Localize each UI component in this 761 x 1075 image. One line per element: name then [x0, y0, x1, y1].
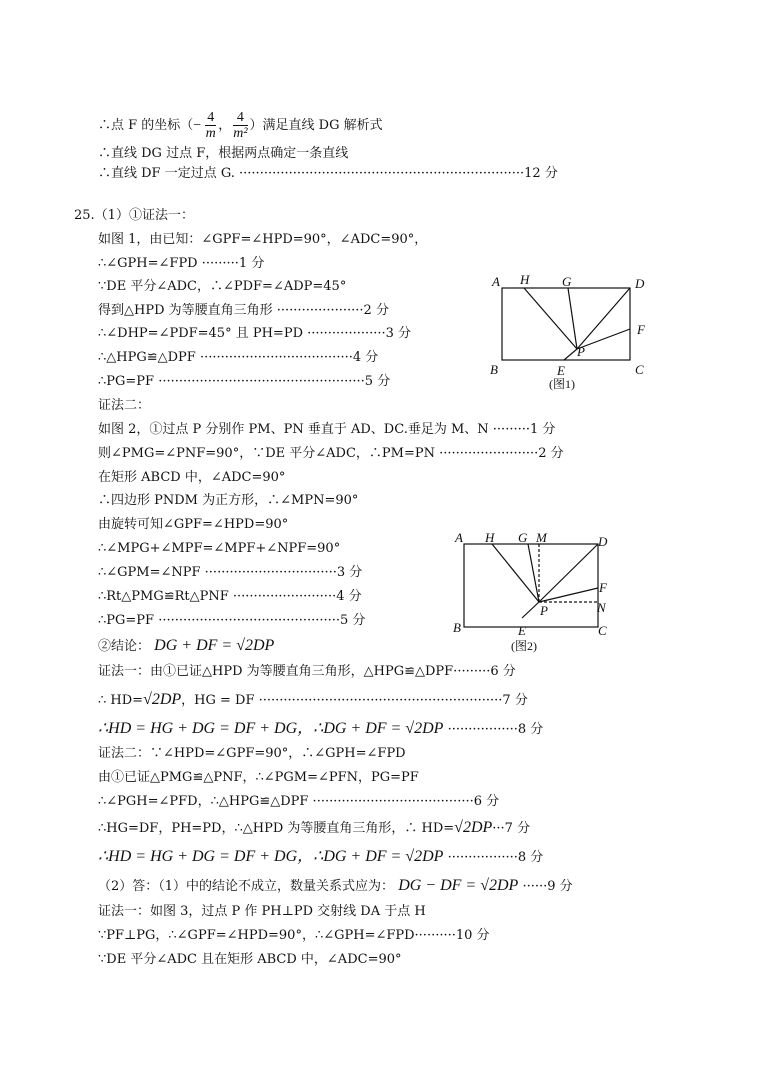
- text: ···7 分: [492, 821, 531, 836]
- line-32: 证法一：如图 3，过点 P 作 PH⊥PD 交射线 DA 于点 H: [98, 904, 426, 919]
- line-12: 证法二：: [98, 398, 151, 413]
- line-13: 如图 2，①过点 P 分别作 PM、PN 垂直于 AD、DC.垂足为 M、N ·········1 分: [98, 422, 556, 437]
- segment-dp: [539, 544, 598, 602]
- segment-gp: [528, 544, 539, 602]
- line-27: 由①已证△PMG≌△PNF，∴∠PGM=∠PFN，PG=PF: [98, 770, 419, 785]
- segment-fp: [539, 588, 598, 602]
- line-25: [98, 720, 543, 739]
- formula: √2DP: [143, 691, 182, 708]
- label-b: B: [490, 362, 498, 377]
- line-29: [98, 819, 530, 838]
- figure-1: [485, 268, 655, 396]
- line-18: ∴∠MPG+∠MPF=∠MPF+∠NPF=90°: [98, 541, 341, 556]
- label-d: D: [635, 276, 645, 291]
- line-7: ∵DE 平分∠ADC，∴∠PDF=∠ADP=45°: [98, 279, 347, 294]
- formula: ∴HD = HG + DG = DF + DG，∴DG + DF = √2DP: [98, 720, 444, 737]
- line-9: ∴∠DHP=∠PDF=45° 且 PH=PD ···················3 分: [98, 326, 412, 341]
- line-14: 则∠PMG=∠PNF=90°，∵DE 平分∠ADC，∴PM=PN ························2 分: [98, 446, 564, 461]
- figure-1-caption: (图1): [549, 377, 575, 391]
- label-p: P: [540, 603, 548, 618]
- line-6: ∴∠GPH=∠FPD ·········1 分: [98, 256, 265, 271]
- rectangle-abcd: [502, 288, 630, 360]
- text: ∴HG=DF，PH=PD，∴△HPD 为等腰直角三角形，∴ HD=: [98, 821, 455, 836]
- line-22: [98, 637, 274, 656]
- label-e: E: [518, 623, 526, 638]
- line-8: 得到△HPD 为等腰直角三角形 ·····················2 分: [98, 303, 389, 318]
- figure-2: [448, 527, 623, 657]
- label-h: H: [485, 530, 495, 545]
- label-a: A: [455, 530, 463, 545]
- fraction: $\frac{4}{m}$: [205, 110, 216, 141]
- label-g: G: [562, 274, 572, 289]
- line-5: 如图 1，由已知：∠GPF=∠HPD=90°，∠ADC=90°，: [98, 232, 428, 247]
- label-c: C: [598, 623, 607, 638]
- line-4: 25.（1）①证法一：: [74, 208, 194, 223]
- figure-2-caption: (图2): [511, 639, 537, 653]
- line-19: ∴∠GPM=∠NPF ································3 分: [98, 565, 363, 580]
- line-20: ∴Rt△PMG≌Rt△PNF ·························4 分: [98, 589, 362, 604]
- rectangle-abcd: [464, 544, 598, 627]
- formula: DG − DF = √2DP: [398, 877, 519, 894]
- text: ，HG = DF ···························································7 分: [181, 693, 528, 708]
- text: ∴点 F 的坐标（: [98, 118, 194, 133]
- line-1: ∴点 F 的坐标（− $\frac{4}{m}$ ， $\frac{4}{\text{m²}}$ ）满足直线 DG 解析式: [98, 110, 383, 141]
- segment-dp: [577, 288, 630, 349]
- segment-hp: [492, 544, 539, 602]
- label-d: D: [598, 534, 608, 549]
- line-17: 由旋转可知∠GPF=∠HPD=90°: [98, 517, 289, 532]
- label-f: F: [599, 580, 607, 595]
- line-2: ∴直线 DG 过点 F，根据两点确定一条直线: [98, 146, 349, 161]
- text: ·················8 分: [447, 850, 544, 865]
- line-26: 证法二：∵∠HPD=∠GPF=90°，∴∠GPH=∠FPD: [98, 746, 406, 761]
- line-30: [98, 848, 543, 867]
- label-f: F: [637, 322, 645, 337]
- line-3: ∴直线 DF 一定过点 G. ·····································································12 分: [98, 166, 558, 181]
- text: ······9 分: [522, 879, 573, 894]
- fraction: $\frac{4}{\text{m²}}$: [233, 110, 248, 141]
- line-21: ∴PG=PF ············································5 分: [98, 613, 366, 628]
- formula: ∴HD = HG + DG = DF + DG，∴DG + DF = √2DP: [98, 848, 444, 865]
- text: ·················8 分: [447, 722, 544, 737]
- text: ∴ HD=: [98, 693, 144, 708]
- line-15: 在矩形 ABCD 中，∠ADC=90°: [98, 470, 286, 485]
- segment-pe: [564, 349, 577, 360]
- line-34: ∵DE 平分∠ADC 且在矩形 ABCD 中，∠ADC=90°: [98, 952, 402, 967]
- line-24: [98, 691, 528, 710]
- label-e: E: [557, 363, 565, 378]
- label-g: G: [518, 530, 528, 545]
- label-h: H: [520, 272, 530, 287]
- text: （2）答：（1）中的结论不成立，数量关系式应为：: [98, 879, 395, 894]
- label-c: C: [635, 362, 644, 377]
- label-b: B: [453, 620, 461, 635]
- line-31: [98, 877, 573, 896]
- label-m: M: [536, 530, 547, 545]
- formula: √2DP: [454, 819, 493, 836]
- label-p: P: [577, 344, 585, 359]
- line-10: ∴△HPG≌△DPF ·····································4 分: [98, 350, 379, 365]
- segment-pe: [522, 602, 539, 618]
- label-a: A: [492, 274, 500, 289]
- line-11: ∴PG=PF ··················································5 分: [98, 374, 391, 389]
- line-28: ∴∠PGH=∠PFD，∴△HPG≌△DPF ·······································6 分: [98, 794, 500, 809]
- label-n: N: [597, 600, 606, 615]
- line-33: ∵PF⊥PG，∴∠GPF=∠HPD=90°，∴∠GPH=∠FPD··········10 分: [98, 928, 490, 943]
- text: ②结论：: [98, 639, 151, 654]
- line-16: ∴四边形 PNDM 为正方形，∴∠MPN=90°: [98, 493, 359, 508]
- line-23: 证法一：由①已证△HPD 为等腰直角三角形，△HPG≌△DPF·········6 分: [98, 664, 516, 679]
- text: ）满足直线 DG 解析式: [249, 118, 383, 133]
- formula: DG + DF = √2DP: [154, 637, 275, 654]
